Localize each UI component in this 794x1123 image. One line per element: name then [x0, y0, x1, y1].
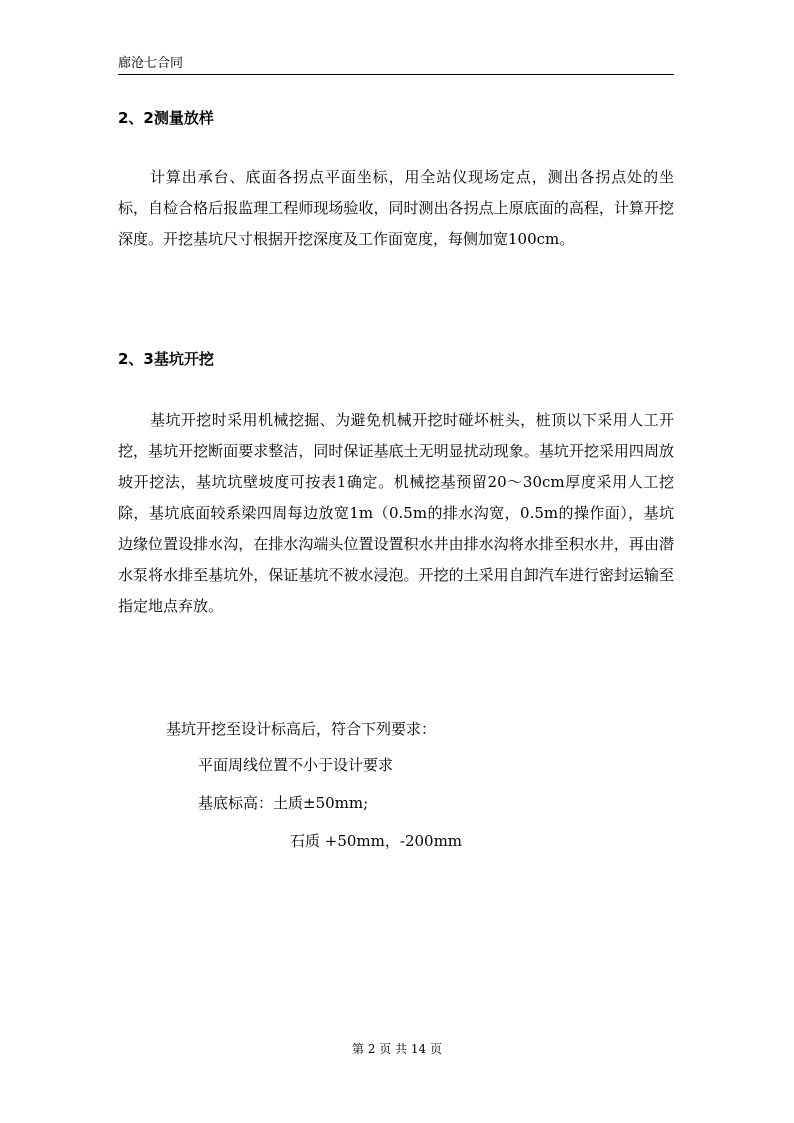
page-number: 第 2 页 共 14 页 [352, 1042, 442, 1056]
requirements-intro: 基坑开挖至设计标高后，符合下列要求： [166, 720, 437, 738]
page-header [118, 56, 674, 75]
paragraph-survey: 计算出承台、底面各拐点平面坐标，用全站仪现场定点，测出各拐点处的坐标，自检合格后报监理工程师现场验收，同时测出各拐点上原底面的高程，计算开挖深度。开挖基坑尺寸根据开挖深度及工作面宽度，每侧加宽100cm。 [118, 168, 674, 248]
header-title: 廊沧七合同 [118, 56, 184, 71]
requirement-elevation-rock: 石质 +50mm，-200mm [290, 832, 463, 850]
section-heading-excavation: 2、3基坑开挖 [118, 350, 214, 368]
requirement-plane-position: 平面周线位置不小于设计要求 [198, 756, 394, 774]
requirement-elevation-soil: 基底标高：土质±50mm; [198, 794, 369, 812]
paragraph-excavation: 基坑开挖时采用机械挖掘、为避免机械开挖时碰坏桩头，桩顶以下采用人工开挖，基坑开挖断面要求整洁，同时保证基底土无明显扰动现象。基坑开挖采用四周放坡开挖法，基坑坑壁坡度可按表1确定。机械挖基预留20～30cm厚度采用人工挖除，基坑底面较系梁四周每边放宽1m（0.5m的排水沟宽，0.5m的操作面），基坑边缘位置设排水沟，在排水沟端头位置设置积水井由排水沟将水排至积水井，再由潜水泵将水排至基坑外，保证基坑不被水浸泡。开挖的土采用自卸汽车进行密封运输至指定地点弃放。 [118, 411, 674, 615]
section-heading-survey: 2、2测量放样 [118, 109, 214, 127]
